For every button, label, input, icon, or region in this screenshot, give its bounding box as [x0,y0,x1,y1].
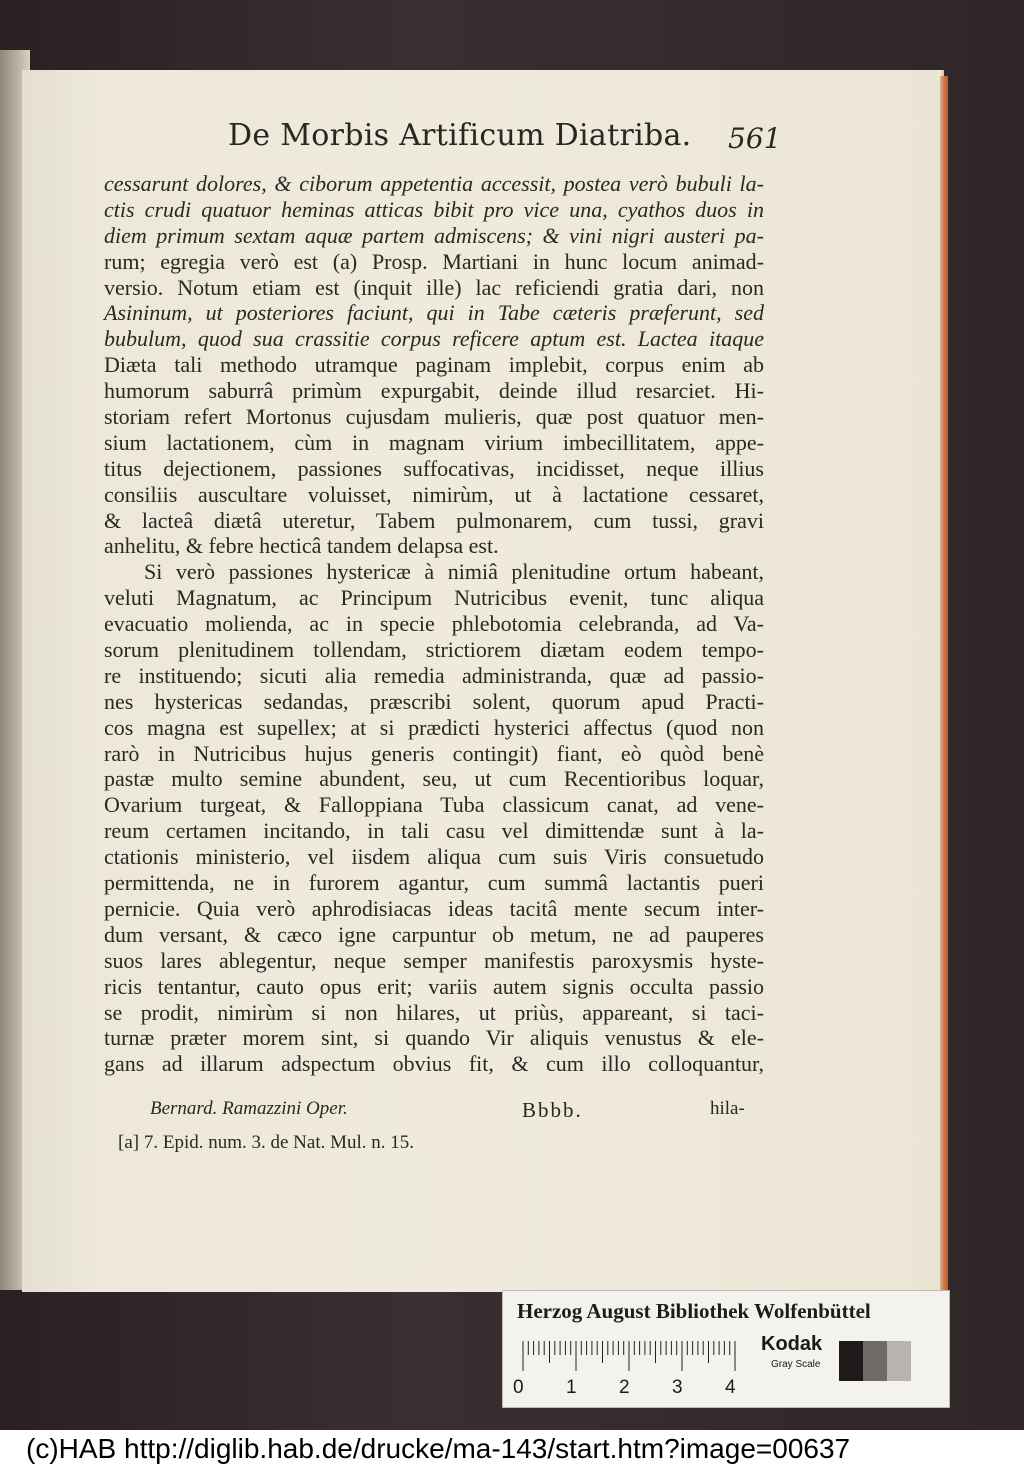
ruler-scale [517,1337,747,1377]
library-label [502,1290,950,1408]
text-line: suos lares ablegentur, neque semper manifestis paroxysmis hyste- [104,947,764,973]
text-line: veluti Magnatum, ac Principum Nutricibus evenit, tunc aliqua [104,585,764,611]
ruler-number: 3 [672,1377,683,1398]
text-line: sorum plenitudinem tollendam, strictiorem diætam eodem tempo- [104,637,764,663]
ruler-labels [513,1377,743,1399]
text-line: nes hystericas sedandas, præscribi solent, quorum apud Practi- [104,688,764,714]
text-line: Asininum, ut posteriores faciunt, qui in Tabe cæteris præferunt, sed [104,300,764,326]
text-line: pastæ multo semine abundent, seu, ut cum Recentioribus loquar, [104,766,764,792]
text-line: consiliis auscultare voluisset, nimirùm, ut à lactatione cessaret, [104,481,764,507]
text-line: versio. Notum etiam est (inquit ille) lac reficiendi gratia dari, non [104,274,764,300]
text-line: titus dejectionem, passiones suffocativas, incidisset, neque illius [104,455,764,481]
page-number: 561 [728,122,782,155]
text-line: se prodit, nimirùm si non hilares, ut priùs, appareant, si taci- [104,999,764,1025]
text-line: gans ad illarum adspectum obvius fit, & cum illo colloquantur, [104,1051,764,1077]
source-caption: (c)HAB http://diglib.hab.de/drucke/ma-143/start.htm?image=00637 [26,1433,851,1464]
text-line: bubulum, quod sua crassitie corpus reficere aptum est. Lactea itaque [104,326,764,352]
page-right-edge [940,76,948,1290]
text-line: rarò in Nutricibus hujus generis contingit) fiant, eò quòd benè [104,740,764,766]
gray-swatch [863,1341,887,1381]
text-line: humorum saburrâ primùm expurgabit, deinde illud resarciet. Hi- [104,378,764,404]
text-line: evacuatio molienda, ac in specie phlebotomia celebranda, ad Va- [104,611,764,637]
gray-swatch [911,1341,935,1381]
text-line: pernicie. Quia verò aphrodisiacas ideas tacitâ mente secum inter- [104,895,764,921]
text-line: re instituendo; sicuti alia remedia administranda, quæ ad passio- [104,662,764,688]
text-line: permittenda, ne in furorem agantur, cum summâ lactantis pueri [104,870,764,896]
running-head [0,118,1024,162]
footnote: [a] 7. Epid. num. 3. de Nat. Mul. n. 15. [118,1132,415,1153]
library-name: Herzog August Bibliothek Wolfenbüttel [517,1299,871,1323]
gray-swatch [839,1341,863,1381]
text-line: turnæ præter morem sint, si quando Vir aliquis venustus & ele- [104,1025,764,1051]
text-line: cessarunt dolores, & ciborum appetentia accessit, postea verò bubuli la- [104,171,764,196]
ruler-number: 1 [566,1377,577,1398]
text-line: storiam refert Mortonus cujusdam mulieris, quæ post quatuor men- [104,404,764,430]
signature-mark: Bbbb. [522,1098,583,1122]
text-line: rum; egregia verò est (a) Prosp. Martiani in hunc locum animad- [104,248,764,274]
text-line: ctationis ministerio, vel iisdem aliqua cum suis Viris consuetudo [104,844,764,870]
text-line: cos magna est supellex; at si prædicti hysterici affectus (quod non [104,714,764,740]
running-title: De Morbis Artificum Diatriba. [228,118,692,153]
text-line: ricis tentantur, cauto opus erit; variis autem signis occulta passio [104,973,764,999]
text-line: Si verò passiones hystericæ à nimiâ plenitudine ortum habeant, [144,559,764,585]
gray-scale-label: Gray Scale [771,1359,821,1370]
kodak-brand: Kodak [761,1333,823,1355]
text-line: ctis crudi quatuor heminas atticas bibit pro vice una, cyathos duos in [104,196,764,222]
ruler-number: 4 [725,1377,736,1398]
ruler-number: 0 [513,1377,524,1398]
catchword: hila- [710,1098,745,1119]
page-footer [150,1098,764,1124]
text-line: anhelitu, & febre hecticâ tandem delapsa est. [104,533,499,559]
text-line: reum certamen incitando, in tali casu vel dimittendæ sunt à la- [104,818,764,844]
text-line: dum versant, & cæco igne carpuntur ob metum, ne ad pauperes [104,921,764,947]
text-line: sium lactationem, cùm in magnam virium imbecillitatem, appe- [104,429,764,455]
signature-author: Bernard. Ramazzini Oper. [150,1098,348,1119]
gray-scale-swatches [839,1341,935,1381]
gray-swatch [887,1341,911,1381]
text-line: Ovarium turgeat, & Falloppiana Tuba classicum canat, ad vene- [104,792,764,818]
body-text [104,171,764,1077]
text-line: & lacteâ diætâ uteretur, Tabem pulmonarem, cum tussi, gravi [104,507,764,533]
text-line: diem primum sextam aquæ partem admiscens; & vini nigri austeri pa- [104,222,764,248]
ruler-number: 2 [619,1377,630,1398]
text-line: Diæta tali methodo utramque paginam implebit, corpus enim ab [104,352,764,378]
